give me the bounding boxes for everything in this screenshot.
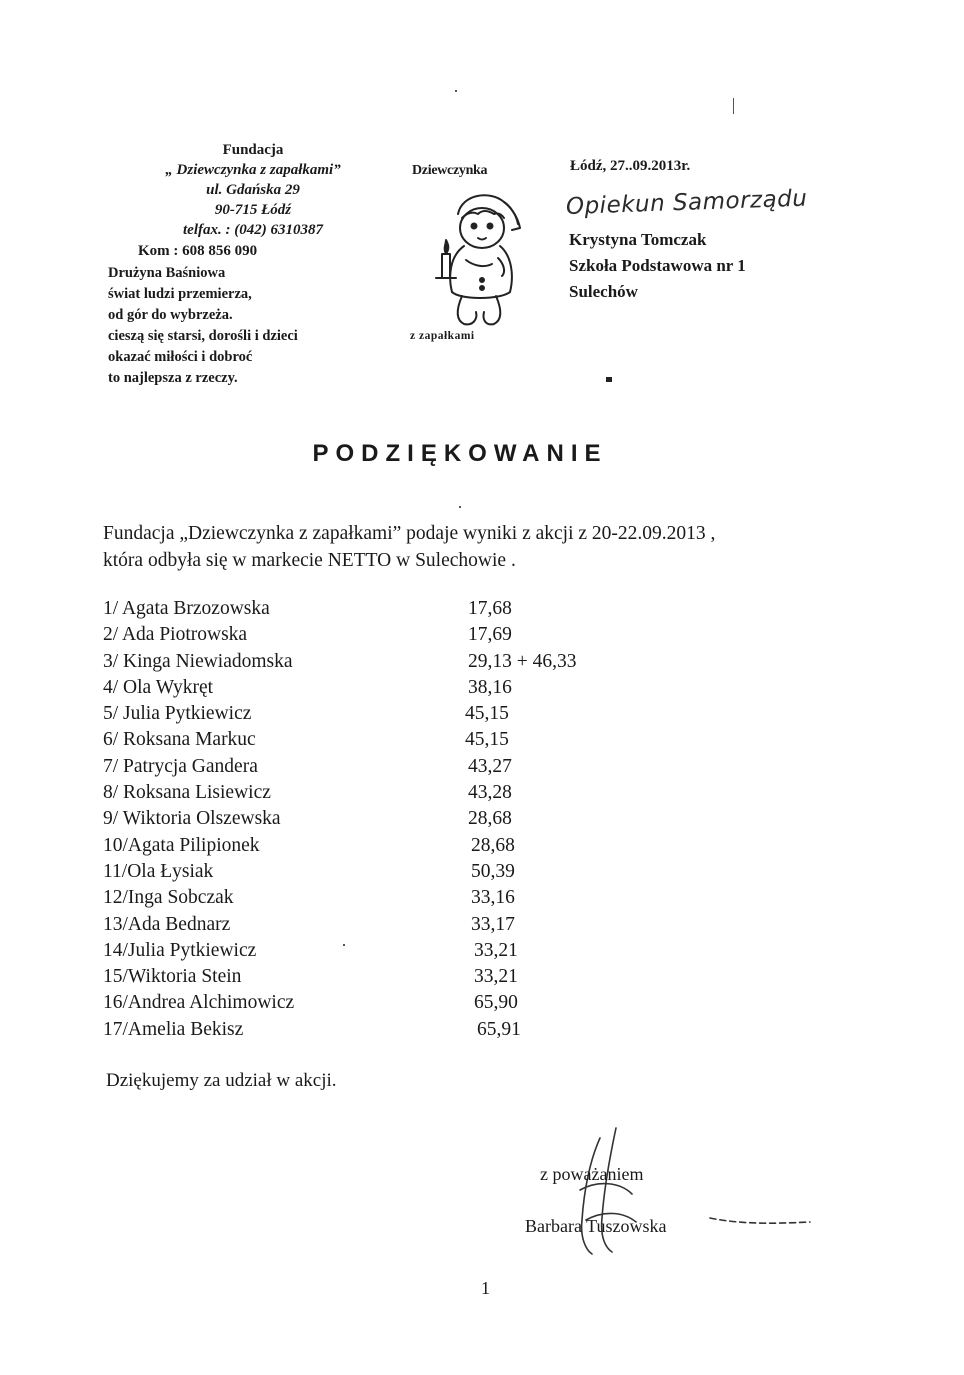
collection-amount: 29,13 + 46,33: [468, 650, 577, 672]
participant-name: 14/Julia Pytkiewicz: [103, 939, 257, 961]
motto-line: cieszą się starsi, dorośli i dzieci: [108, 328, 298, 344]
recipient-name: Krystyna Tomczak: [569, 230, 707, 249]
stray-mark: [606, 377, 612, 382]
participant-name: 16/Andrea Alchimowicz: [103, 992, 295, 1014]
letter-date: Łódź, 27..09.2013r.: [570, 158, 691, 174]
scan-speck: [733, 98, 734, 114]
closing-line: Dziękujemy za udział w akcji.: [106, 1070, 337, 1091]
collection-amount: 65,91: [477, 1018, 521, 1040]
intro-line: Fundacja „Dziewczynka z zapałkami” podaje wyniki z akcji z 20-22.09.2013 ,: [103, 523, 716, 544]
signature-block: [525, 1148, 667, 1252]
collection-amount: 28,68: [471, 834, 515, 856]
participant-name: 5/ Julia Pytkiewicz: [103, 703, 252, 725]
org-street: ul. Gdańska 29: [206, 182, 300, 198]
motto-line: okazać miłości i dobroć: [108, 349, 253, 365]
participant-name: 13/Ada Bednarz: [103, 913, 231, 935]
org-telfax: telfax. : (042) 6310387: [183, 222, 323, 238]
org-name: Fundacja: [222, 142, 284, 158]
collection-amount: 43,27: [468, 755, 512, 777]
intro-paragraph: [103, 520, 715, 574]
intro-line: która odbyła się w markecie NETTO w Sulechowie .: [103, 550, 516, 571]
participant-name: 6/ Roksana Markuc: [103, 729, 256, 751]
organization-header: [108, 140, 398, 389]
participant-name: 2/ Ada Piotrowska: [103, 624, 248, 646]
foundation-logo: [410, 158, 560, 358]
girl-with-candle-icon: [420, 184, 540, 334]
scan-speck: [343, 944, 345, 946]
collection-amount: 45,15: [465, 729, 509, 751]
participant-name: 8/ Roksana Lisiewicz: [103, 782, 271, 804]
signature-name: Barbara Tuszowska: [525, 1216, 667, 1236]
org-mobile: Kom : 608 856 090: [138, 243, 258, 259]
participant-name: 12/Inga Sobczak: [103, 887, 234, 909]
collection-amount: 65,90: [474, 992, 518, 1014]
recipient-town: Sulechów: [569, 282, 638, 301]
motto-line: świat ludzi przemierza,: [108, 286, 252, 302]
motto-line: Drużyna Baśniowa: [108, 265, 226, 281]
participant-name: 9/ Wiktoria Olszewska: [103, 808, 281, 830]
collection-amount: 17,68: [468, 598, 512, 619]
collection-amount: 33,21: [474, 966, 518, 988]
participant-name: 1/ Agata Brzozowska: [103, 598, 270, 619]
participant-name: 10/Agata Pilipionek: [103, 834, 260, 856]
collection-amount: 33,16: [471, 887, 515, 909]
scan-speck: [455, 90, 457, 92]
document-title: PODZIĘKOWANIE: [312, 440, 608, 467]
scan-speck: [459, 506, 461, 508]
motto-line: to najlepsza z rzeczy.: [108, 370, 238, 386]
collection-amount: 45,15: [465, 703, 509, 725]
collection-amount: 28,68: [468, 808, 512, 830]
participant-name: 11/Ola Łysiak: [103, 860, 214, 882]
signature-greeting: z poważaniem: [540, 1164, 644, 1184]
recipient-block: [569, 227, 746, 305]
participant-name: 15/Wiktoria Stein: [103, 966, 242, 988]
handwritten-note: Opiekun Samorządu: [565, 185, 808, 220]
collection-amount: 17,69: [468, 624, 512, 646]
motto-line: od gór do wybrzeża.: [108, 307, 233, 323]
participant-name: 3/ Kinga Niewiadomska: [103, 650, 293, 672]
collection-amount: 38,16: [468, 676, 512, 698]
org-subtitle: „ Dziewczynka z zapałkami”: [165, 162, 341, 178]
collection-amount: 33,21: [474, 939, 518, 961]
collection-amount: 33,17: [471, 913, 515, 935]
collection-amount: 50,39: [471, 860, 515, 882]
org-motto: [108, 263, 398, 389]
participant-name: 4/ Ola Wykręt: [103, 676, 214, 698]
logo-top-text: Dziewczynka: [412, 163, 488, 178]
page-number: 1: [481, 1278, 490, 1298]
recipient-school: Szkoła Podstawowa nr 1: [569, 256, 746, 275]
org-city: 90-715 Łódź: [214, 202, 292, 218]
logo-bottom-text: z zapałkami: [410, 330, 475, 342]
participant-name: 17/Amelia Bekisz: [103, 1018, 244, 1040]
collection-amount: 43,28: [468, 782, 512, 804]
participant-name: 7/ Patrycja Gandera: [103, 755, 258, 777]
